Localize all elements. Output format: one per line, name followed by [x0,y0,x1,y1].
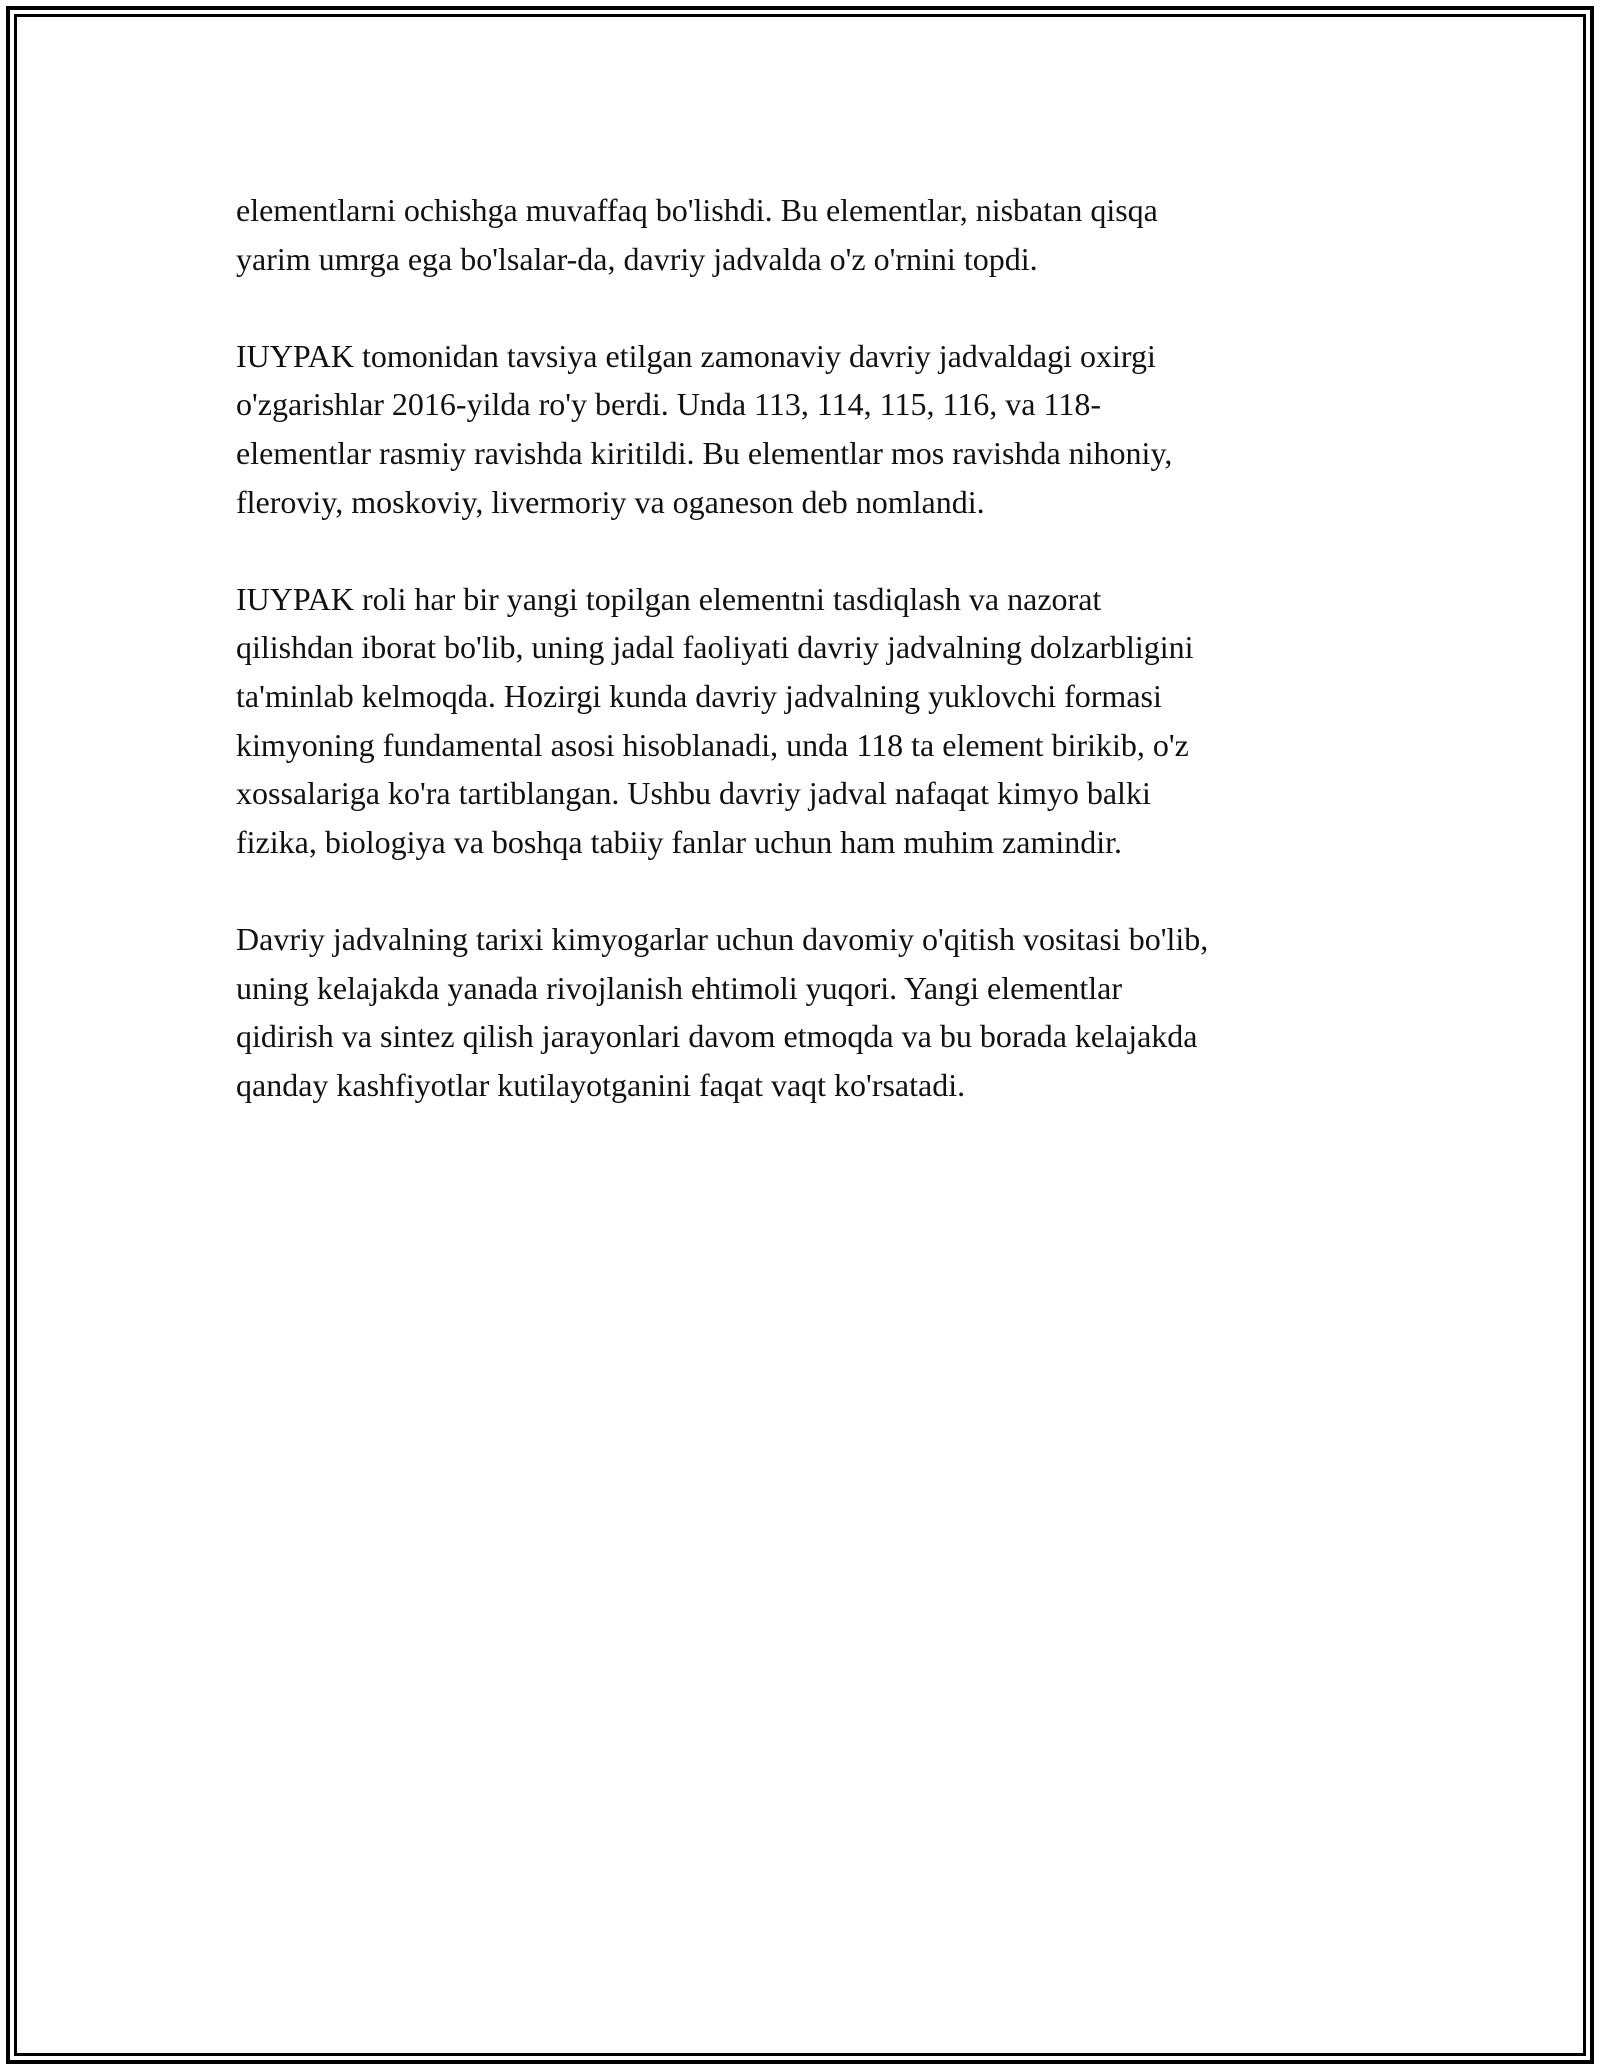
paragraph-3: IUYPAK roli har bir yangi topilgan elementni tasdiqlash va nazorat qilishdan iborat bo'lib, uning jadal faoliyati davriy jadvalning dolzarbligini ta'minlab kelmoqda. Hozirgi kunda davriy jadvalning yuklovchi formasi kimyoning fundamental asosi hisoblanadi, unda 118 ta element birikib, o'z xossalariga ko'ra tartiblangan. Ushbu davriy jadval nafaqat kimyo balki fizika, biologiya va boshqa tabiiy fanlar uchun ham muhim zamindir. [236,580,1194,860]
document-body [236,186,1366,1109]
paragraph-1: elementlarni ochishga muvaffaq bo'lishdi. Bu elementlar, nisbatan qisqa yarim umrga ega bo'lsalar-da, davriy jadvalda o'z o'rnini topdi. [236,192,1158,277]
paragraph-4: Davriy jadvalning tarixi kimyogarlar uchun davomiy o'qitish vositasi bo'lib, uning kelajakda yanada rivojlanish ehtimoli yuqori. Yangi elementlar qidirish va sintez qilish jarayonlari davom etmoqda va bu borada kelajakda qanday kashfiyotlar kutilayotganini faqat vaqt ko'rsatadi. [236,920,1209,1103]
paragraph-2: IUYPAK tomonidan tavsiya etilgan zamonaviy davriy jadvaldagi oxirgi o'zgarishlar 2016-yilda ro'y berdi. Unda 113, 114, 115, 116, va 118- elementlar rasmiy ravishda kiritildi. Bu elementlar mos ravishda nihoniy, fleroviy, moskoviy, livermoriy va oganeson deb nomlandi. [236,337,1173,520]
